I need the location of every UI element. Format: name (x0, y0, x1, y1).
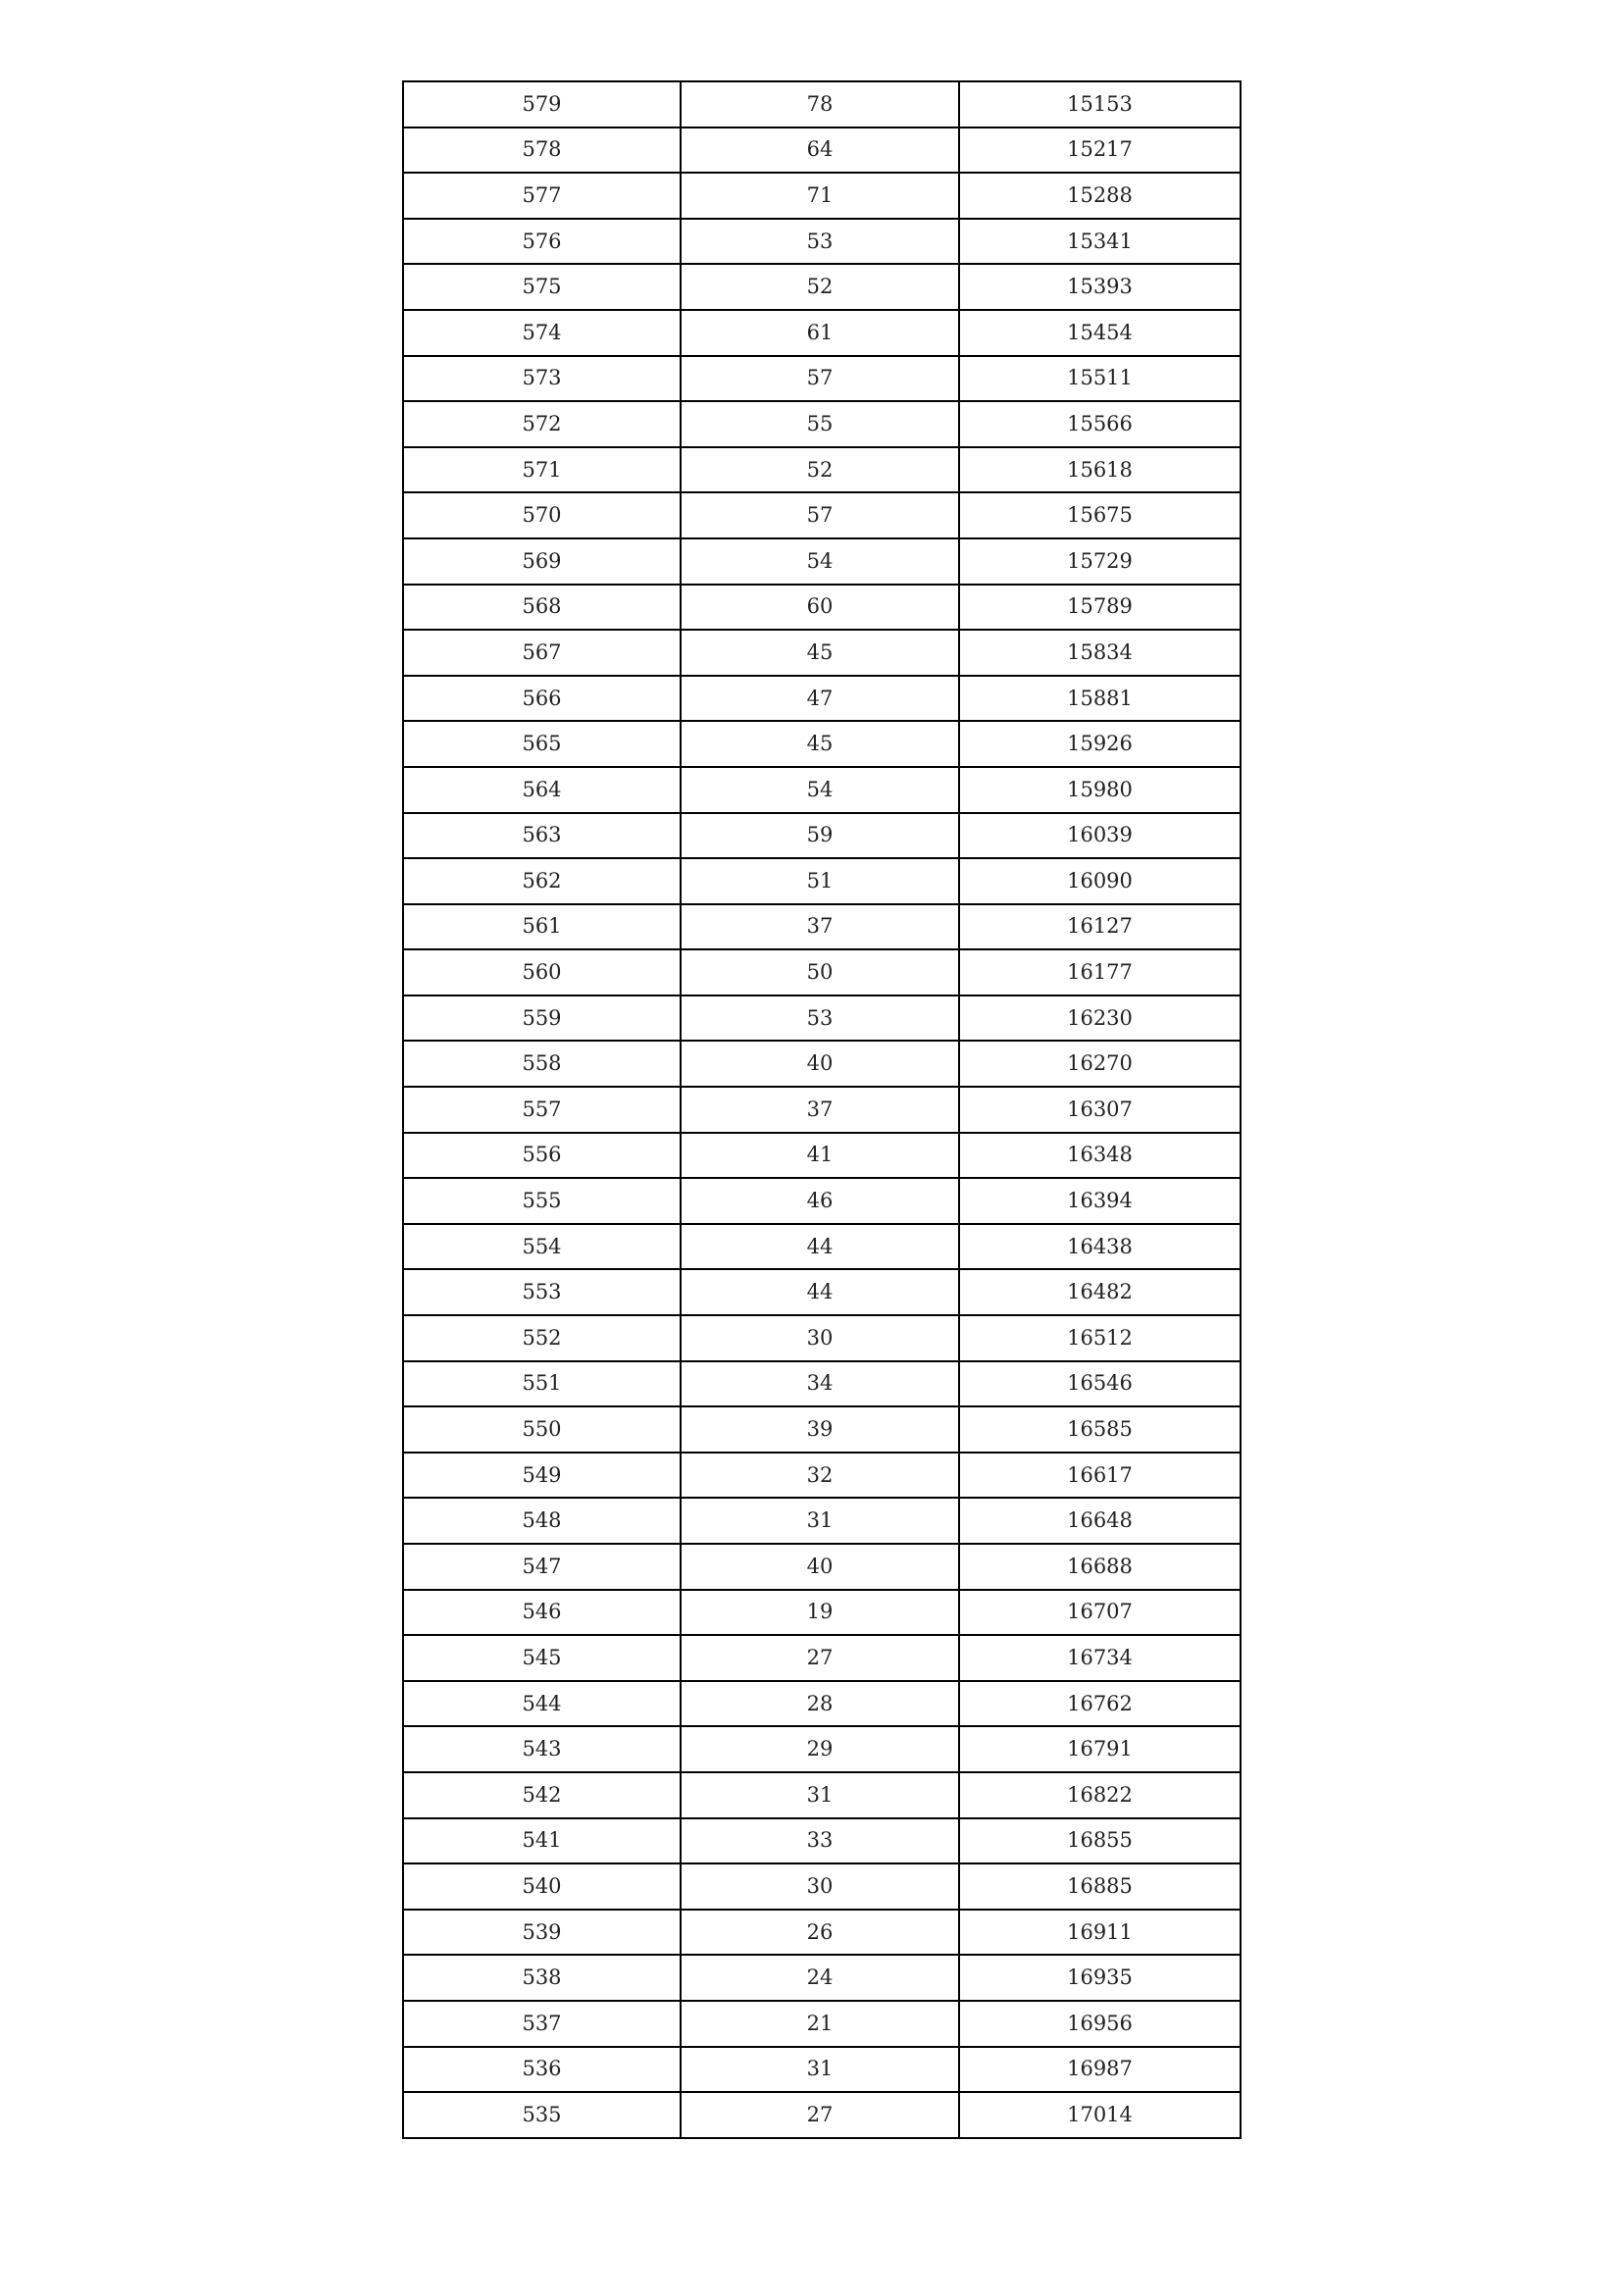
cumulative-cell: 15393 (959, 264, 1241, 310)
cumulative-cell: 15511 (959, 356, 1241, 402)
table-row (403, 1681, 1241, 1727)
count-cell: 53 (681, 219, 959, 265)
score-cell: 544 (403, 1681, 681, 1727)
table-row (403, 767, 1241, 813)
cumulative-cell: 15217 (959, 128, 1241, 174)
count-cell: 52 (681, 447, 959, 493)
cumulative-cell: 15618 (959, 447, 1241, 493)
table-row (403, 1726, 1241, 1772)
cumulative-cell: 15926 (959, 721, 1241, 767)
score-cell: 564 (403, 767, 681, 813)
cumulative-cell: 15729 (959, 538, 1241, 585)
count-cell: 28 (681, 1681, 959, 1727)
cumulative-cell: 16911 (959, 1910, 1241, 1956)
table-row (403, 1269, 1241, 1315)
count-cell: 45 (681, 721, 959, 767)
count-cell: 29 (681, 1726, 959, 1772)
count-cell: 39 (681, 1406, 959, 1453)
score-cell: 558 (403, 1041, 681, 1087)
score-table-container (402, 80, 1240, 2139)
table-row (403, 264, 1241, 310)
cumulative-cell: 15454 (959, 310, 1241, 356)
count-cell: 31 (681, 1772, 959, 1818)
score-cell: 539 (403, 1910, 681, 1956)
count-cell: 45 (681, 630, 959, 676)
cumulative-cell: 16230 (959, 995, 1241, 1042)
table-row (403, 447, 1241, 493)
cumulative-cell: 15881 (959, 676, 1241, 722)
count-cell: 59 (681, 813, 959, 859)
table-row (403, 1361, 1241, 1407)
score-cell: 556 (403, 1133, 681, 1179)
score-cell: 553 (403, 1269, 681, 1315)
table-row (403, 1087, 1241, 1133)
count-cell: 41 (681, 1133, 959, 1179)
score-cell: 549 (403, 1453, 681, 1499)
score-cell: 545 (403, 1635, 681, 1681)
score-cell: 541 (403, 1818, 681, 1864)
table-row (403, 1178, 1241, 1224)
score-cell: 566 (403, 676, 681, 722)
count-cell: 19 (681, 1590, 959, 1636)
cumulative-cell: 15834 (959, 630, 1241, 676)
cumulative-cell: 16822 (959, 1772, 1241, 1818)
cumulative-cell: 16791 (959, 1726, 1241, 1772)
score-cell: 578 (403, 128, 681, 174)
cumulative-cell: 16762 (959, 1681, 1241, 1727)
count-cell: 31 (681, 2047, 959, 2093)
table-row (403, 1544, 1241, 1590)
score-cell: 569 (403, 538, 681, 585)
score-table-body (403, 81, 1241, 2138)
cumulative-cell: 16177 (959, 949, 1241, 995)
count-cell: 50 (681, 949, 959, 995)
count-cell: 30 (681, 1863, 959, 1910)
score-cell: 572 (403, 401, 681, 447)
table-row (403, 630, 1241, 676)
score-cell: 540 (403, 1863, 681, 1910)
cumulative-cell: 15288 (959, 173, 1241, 219)
count-cell: 61 (681, 310, 959, 356)
table-row (403, 1955, 1241, 2001)
cumulative-cell: 17014 (959, 2092, 1241, 2138)
count-cell: 54 (681, 767, 959, 813)
cumulative-cell: 15341 (959, 219, 1241, 265)
cumulative-cell: 16688 (959, 1544, 1241, 1590)
score-cell: 570 (403, 492, 681, 538)
table-row (403, 995, 1241, 1042)
cumulative-cell: 16935 (959, 1955, 1241, 2001)
table-row (403, 128, 1241, 174)
cumulative-cell: 16734 (959, 1635, 1241, 1681)
table-row (403, 1863, 1241, 1910)
score-cell: 560 (403, 949, 681, 995)
score-cell: 577 (403, 173, 681, 219)
table-row (403, 1772, 1241, 1818)
cumulative-cell: 16546 (959, 1361, 1241, 1407)
score-cell: 554 (403, 1224, 681, 1270)
cumulative-cell: 16987 (959, 2047, 1241, 2093)
score-cell: 547 (403, 1544, 681, 1590)
score-cell: 567 (403, 630, 681, 676)
cumulative-cell: 16127 (959, 904, 1241, 950)
table-row (403, 858, 1241, 904)
cumulative-cell: 16617 (959, 1453, 1241, 1499)
table-row (403, 1498, 1241, 1544)
table-row (403, 356, 1241, 402)
count-cell: 51 (681, 858, 959, 904)
score-cell: 571 (403, 447, 681, 493)
cumulative-cell: 15789 (959, 585, 1241, 631)
cumulative-cell: 16585 (959, 1406, 1241, 1453)
count-cell: 30 (681, 1315, 959, 1361)
table-row (403, 1910, 1241, 1956)
table-row (403, 2001, 1241, 2047)
table-row (403, 813, 1241, 859)
count-cell: 60 (681, 585, 959, 631)
count-cell: 32 (681, 1453, 959, 1499)
score-cell: 546 (403, 1590, 681, 1636)
cumulative-cell: 15675 (959, 492, 1241, 538)
count-cell: 57 (681, 356, 959, 402)
table-row (403, 949, 1241, 995)
score-cell: 535 (403, 2092, 681, 2138)
score-cell: 575 (403, 264, 681, 310)
count-cell: 46 (681, 1178, 959, 1224)
cumulative-cell: 15980 (959, 767, 1241, 813)
table-row (403, 585, 1241, 631)
count-cell: 37 (681, 904, 959, 950)
count-cell: 52 (681, 264, 959, 310)
cumulative-cell: 16956 (959, 2001, 1241, 2047)
table-row (403, 904, 1241, 950)
score-cell: 537 (403, 2001, 681, 2047)
score-cell: 561 (403, 904, 681, 950)
count-cell: 53 (681, 995, 959, 1042)
table-row (403, 1818, 1241, 1864)
score-cell: 563 (403, 813, 681, 859)
score-cell: 555 (403, 1178, 681, 1224)
cumulative-cell: 16039 (959, 813, 1241, 859)
table-row (403, 1224, 1241, 1270)
score-cell: 538 (403, 1955, 681, 2001)
score-cell: 550 (403, 1406, 681, 1453)
score-cell: 557 (403, 1087, 681, 1133)
cumulative-cell: 16707 (959, 1590, 1241, 1636)
count-cell: 44 (681, 1224, 959, 1270)
cumulative-cell: 16438 (959, 1224, 1241, 1270)
score-cell: 543 (403, 1726, 681, 1772)
count-cell: 78 (681, 81, 959, 128)
cumulative-cell: 16482 (959, 1269, 1241, 1315)
table-row (403, 2092, 1241, 2138)
table-row (403, 1133, 1241, 1179)
count-cell: 64 (681, 128, 959, 174)
cumulative-cell: 16090 (959, 858, 1241, 904)
count-cell: 54 (681, 538, 959, 585)
score-cell: 576 (403, 219, 681, 265)
table-row (403, 1041, 1241, 1087)
score-cell: 573 (403, 356, 681, 402)
score-cell: 562 (403, 858, 681, 904)
count-cell: 57 (681, 492, 959, 538)
count-cell: 31 (681, 1498, 959, 1544)
table-row (403, 401, 1241, 447)
table-row (403, 676, 1241, 722)
score-cell: 568 (403, 585, 681, 631)
count-cell: 55 (681, 401, 959, 447)
score-table (402, 80, 1242, 2139)
count-cell: 40 (681, 1041, 959, 1087)
cumulative-cell: 16348 (959, 1133, 1241, 1179)
count-cell: 33 (681, 1818, 959, 1864)
table-row (403, 1590, 1241, 1636)
score-cell: 559 (403, 995, 681, 1042)
table-row (403, 1635, 1241, 1681)
score-cell: 552 (403, 1315, 681, 1361)
score-cell: 565 (403, 721, 681, 767)
cumulative-cell: 16885 (959, 1863, 1241, 1910)
table-row (403, 1315, 1241, 1361)
count-cell: 71 (681, 173, 959, 219)
table-row (403, 1453, 1241, 1499)
table-row (403, 173, 1241, 219)
count-cell: 24 (681, 1955, 959, 2001)
table-row (403, 721, 1241, 767)
count-cell: 44 (681, 1269, 959, 1315)
count-cell: 34 (681, 1361, 959, 1407)
cumulative-cell: 15153 (959, 81, 1241, 128)
score-cell: 551 (403, 1361, 681, 1407)
cumulative-cell: 15566 (959, 401, 1241, 447)
cumulative-cell: 16307 (959, 1087, 1241, 1133)
score-cell: 579 (403, 81, 681, 128)
count-cell: 27 (681, 1635, 959, 1681)
table-row (403, 81, 1241, 128)
score-cell: 536 (403, 2047, 681, 2093)
score-cell: 574 (403, 310, 681, 356)
count-cell: 40 (681, 1544, 959, 1590)
table-row (403, 2047, 1241, 2093)
count-cell: 26 (681, 1910, 959, 1956)
count-cell: 47 (681, 676, 959, 722)
table-row (403, 538, 1241, 585)
cumulative-cell: 16855 (959, 1818, 1241, 1864)
table-row (403, 492, 1241, 538)
table-row (403, 1406, 1241, 1453)
cumulative-cell: 16270 (959, 1041, 1241, 1087)
cumulative-cell: 16394 (959, 1178, 1241, 1224)
count-cell: 21 (681, 2001, 959, 2047)
table-row (403, 219, 1241, 265)
table-row (403, 310, 1241, 356)
score-cell: 548 (403, 1498, 681, 1544)
count-cell: 37 (681, 1087, 959, 1133)
cumulative-cell: 16512 (959, 1315, 1241, 1361)
count-cell: 27 (681, 2092, 959, 2138)
score-cell: 542 (403, 1772, 681, 1818)
cumulative-cell: 16648 (959, 1498, 1241, 1544)
